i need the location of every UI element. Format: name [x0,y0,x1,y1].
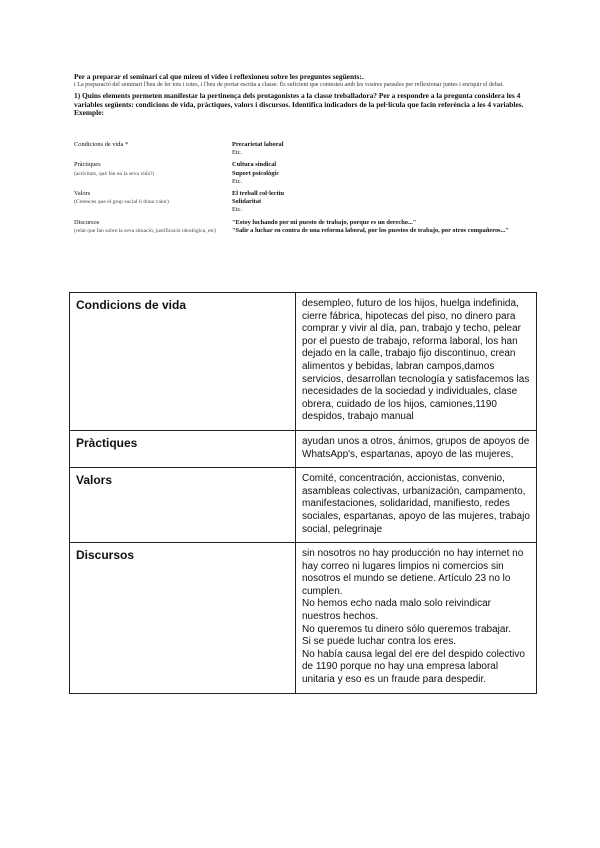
table-row [70,430,537,467]
intro-line-2: i La preparació del seminari l'heu de fer tots i totes, i l'heu de portar escrita a classe. És suficient que contesteu amb les vostres paraules per reflexionar juntes i enriquir el debat. [74,81,504,88]
question-1: 1) Quins elements permeten manifestar la pertinença dels protagonistes a la classe treballadora? Per a respondre a la pregunta considera les 4 variables següents: condicions de vida, pràctiques, valors i discursos. Identifica indicadors de la pel·lícula que facin referència a les 4 variables. Exemple: [74,91,524,118]
example-note: (relat que fan sobre la seva situació, justificació ideològica, etc) [74,227,217,234]
example-item: Suport psicològic [232,169,280,177]
answer-line: Si se puede luchar contra los eres. [302,636,456,648]
example-label: Discursos [74,218,100,226]
answer-cell [296,430,537,467]
example-item: Etc. [232,206,243,214]
example-row [74,161,544,186]
intro-line-1: Per a preparar el seminari cal que mireu el vídeo i reflexioneu sobre les preguntes següents:. [74,72,364,81]
example-note: (Creences que el grup social li dona valor) [74,199,169,206]
example-item: Etc. [232,177,243,185]
table-row [70,543,537,694]
example-item: El treball col·lectiu [232,190,285,198]
answer-line: desempleo, futuro de los hijos, huelga indefinida, cierre fábrica, hipotecas del piso, no dinero para comprar y vivir al día, pan, trabajo y techo, pelear por el puesto de trabajo, reforma laboral, los han dejado en la calle, trabajo fijo discontinuo, crean alimentos y bebidas, labran campos,damos servicios, desarrollan tecnología y satisfacemos las necesidades de la sociedad y individuales, clase obrera, cuidado de los hijos, camiones,1190 despidos, trabajo manual [302,298,530,423]
answer-line: No hemos echo nada malo solo reivindicar nuestros hechos. [302,598,491,623]
category-cell: Discursos [70,543,296,694]
example-row [74,190,544,215]
intro-section [74,73,544,118]
answer-line: Comité, concentración, accionistas, convenio, asambleas colectivas, urbanización, campamento, manifestaciones, solidaridad, manifiesto, redes sociales, espartanas, apoyo de las mujeres, trabajo social, pelegrinaje [302,473,530,535]
example-label: Valors [74,190,91,198]
table-row [70,468,537,543]
category-cell: Condicions de vida [70,293,296,431]
answer-cell [296,543,537,694]
example-item: Precarietat laboral [232,141,284,148]
example-item: Solidaritat [232,198,262,206]
example-row [74,219,544,235]
answers-table [69,292,537,694]
answer-line: No había causa legal del ere del despido colectivo de 1190 porque no hay una empresa laboral unitaria y eso es un fraude para despedir. [302,648,525,686]
example-item: "Salir a luchar en contra de una reforma laboral, por los puestos de trabajo, por otros compañeros..." [232,226,509,234]
answer-cell [296,468,537,543]
example-label: Condicions de vida * [74,141,129,148]
example-note: (activitats, què fan en la seva vida?) [74,170,155,177]
table-row [70,293,537,431]
example-item: Cultura sindical [232,161,277,169]
example-label: Pràctiques [74,161,101,169]
example-item: "Estoy luchando por mi puesto de trabajo, porque es un derecho..." [232,218,417,226]
category-cell: Valors [70,468,296,543]
category-cell: Pràctiques [70,430,296,467]
example-row [74,141,544,157]
answer-line: ayudan unos a otros, ánimos, grupos de apoyos de WhatsApp's, espartanas, apoyo de las mujeres, [302,435,530,460]
example-item: Etc. [232,149,243,157]
answer-line: sin nosotros no hay producción no hay internet no hay correo ni lugares limpios ni comercios sin nosotros el mundo se detiene. Artículo 23 no lo cumplen. [302,548,524,597]
answer-line: No queremos tu dinero sólo queremos trabajar. [302,623,512,635]
example-section [74,141,544,235]
answer-cell [296,293,537,431]
